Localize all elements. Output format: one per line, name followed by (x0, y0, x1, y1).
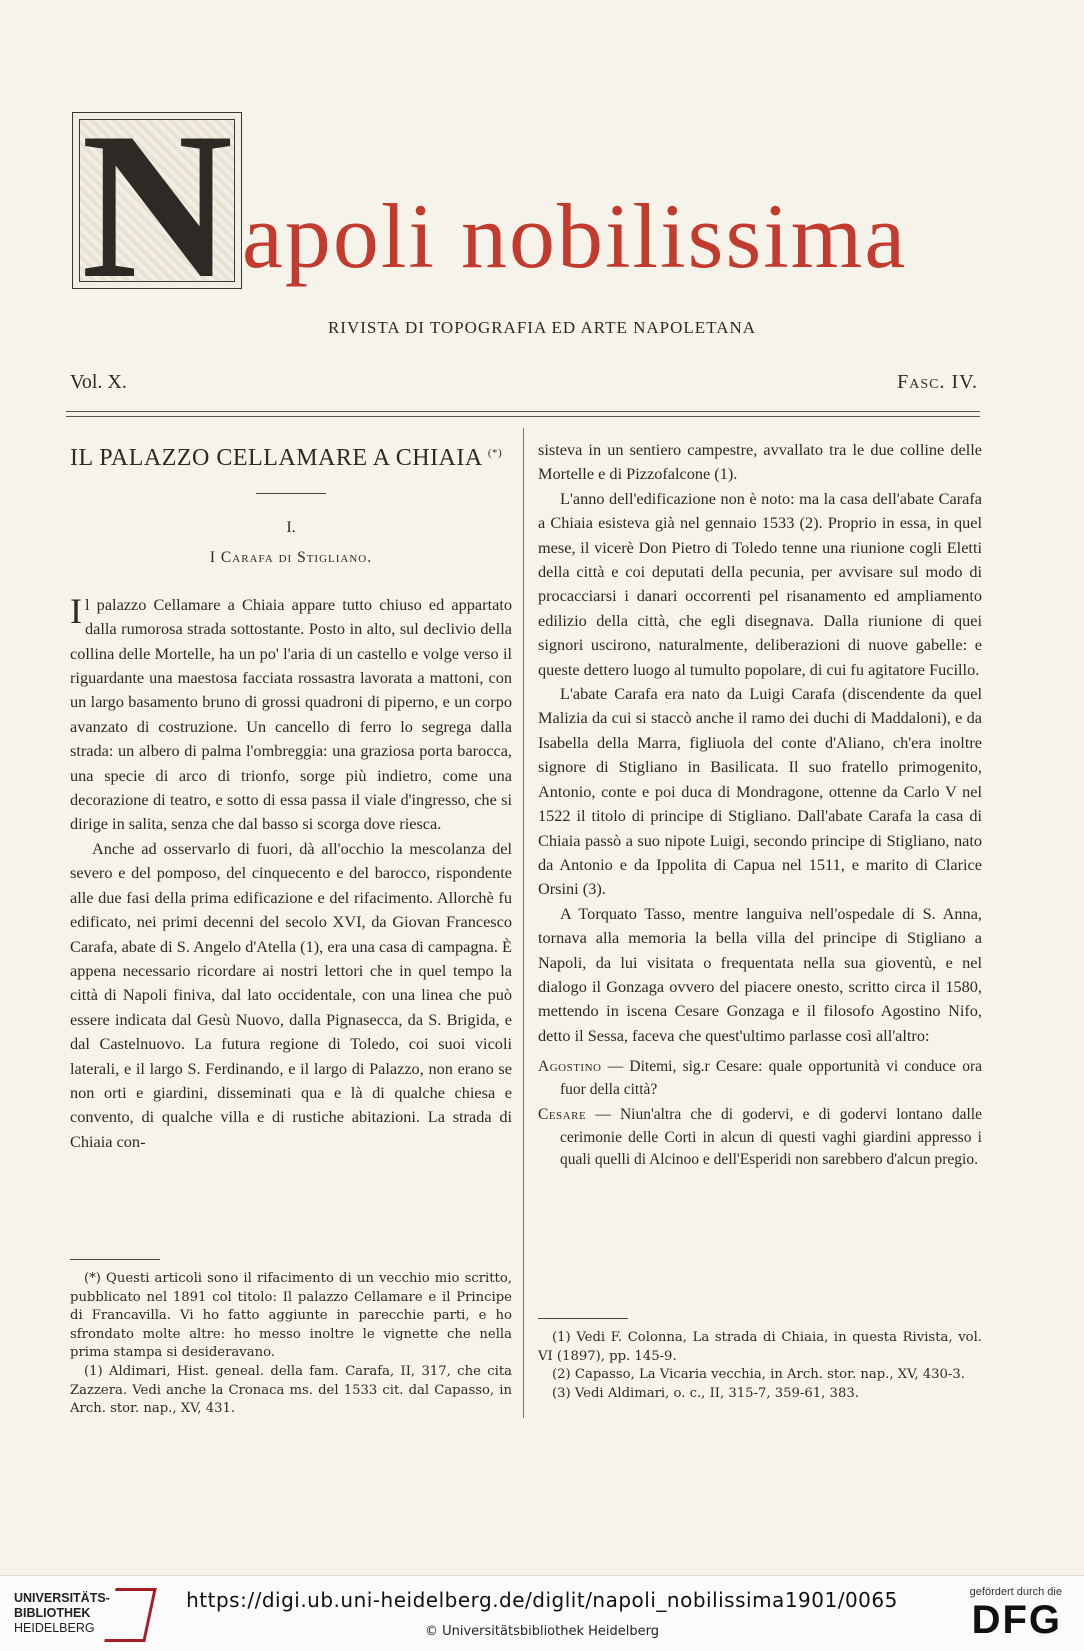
footnote: (3) Vedi Aldimari, o. c., II, 315-7, 359-61, 383. (552, 1385, 859, 1401)
paragraph-text: l palazzo Cellamare a Chiaia appare tutto chiuso ed appartato dalla rumorosa strada sottostante. Posto in alto, sul declivio della collina delle Mortelle, ha un po' l'aria di un castello e volge verso il riguardante una maestosa facciata rossastra lavorata a mattoni, con un largo basamento bruno di grossi quadroni di piperno, e un corpo avanzato di costruzione. Un cancello di ferro lo segrega dalla strada: un albero di palma l'ombreggia: una graziosa porta barocca, una specie di arco di trionfo, sorge più indietro, come una decorazione di teatro, e sotto di essa passa il viale d'ingresso, che si dirige in salita, senza che dal basso si scorga dove riesca. (70, 594, 512, 834)
library-name-line: UNIVERSITÄTS- (14, 1591, 110, 1605)
footnote-rule (538, 1318, 628, 1319)
footnotes-right (538, 1318, 982, 1403)
paragraph: L'abate Carafa era nato da Luigi Carafa (discendente da quel Malizia da cui si staccò anche il ramo dei duchi di Maddaloni), e da Isabella della Marra, figliuola del conte d'Aliano, ch'era inoltre signore di Stigliano in Basilicata. Il suo fratello primogenito, Antonio, conte e poi duca di Mondragone, ottenne da Carlo V nel 1522 il titolo di principe di Stigliano. Dall'abate Carafa la casa di Chiaia passò a suo nipote Luigi, secondo principe di Stigliano, nato da Antonio e da Ippolita di Capua nel 1511, e marito di Clarice Orsini (3). (538, 684, 982, 899)
paragraph: Anche ad osservarlo di fuori, dà all'occhio la mescolanza del severo e del pomposo, del cinquecento e del barocco, rispondente alle due fasi della prima edificazione e del rifacimento. Allorchè fu edificato, nei primi decenni del secolo XVI, da Giovan Francesco Carafa, abate di S. Angelo d'Atella (1), era una casa di campagna. È appena necessario ricordare ai nostri lettori che in quel tempo la città di Napoli finiva, dal lato occidentale, con una linea che può essere indicata dal Gesù Nuovo, dalla Pignasecca, da S. Brigida, e dal Castelnuovo. La futura regione di Toledo, coi suoi vicoli laterali, e il largo S. Ferdinando, e il largo di Palazzo, non erano se non orti e giardini, disseminati qua e là di qualche chiesa e convento, di qualche villa e di rustiche abitazioni. La strada di Chiaia con- (70, 838, 512, 1151)
footnote: (1) Vedi F. Colonna, La strada di Chiaia, in questa Rivista, vol. VI (1897), pp. 145-9. (538, 1330, 982, 1364)
column-divider (523, 428, 524, 1418)
header-rule (66, 416, 980, 417)
drop-cap: I (70, 590, 82, 631)
article-title-text: IL PALAZZO CELLAMARE A CHIAIA (70, 445, 482, 471)
paragraph: sisteva in un sentiero campestre, avvallato tra le due colline delle Mortelle e di Pizzofalcone (1). (538, 440, 982, 484)
footnote: (2) Capasso, La Vicaria vecchia, in Arch. stor. nap., XV, 430-3. (552, 1367, 965, 1383)
dialog-quote (538, 1056, 982, 1172)
left-column (70, 438, 512, 1154)
journal-title: apoli nobilissima (242, 185, 908, 287)
section-number: I. (286, 519, 296, 536)
speaker: Cesare (538, 1106, 587, 1124)
footer-bar (0, 1575, 1084, 1651)
right-column (538, 438, 982, 1175)
header-rule (66, 411, 980, 412)
title-rule (256, 493, 326, 494)
dialog-text: — Niun'altra che di godervi, e di godervi lontano dalle cerimonie delle Corti in alcun di questi vaghi giardini appresso i quali quelli di Alcinoo e dell'Esperidi non sarebbero d'alcun pregio. (560, 1106, 982, 1169)
speaker: Agostino (538, 1058, 602, 1076)
article-title (70, 438, 512, 473)
dialog-line (538, 1104, 982, 1172)
library-name-line: HEIDELBERG (14, 1621, 95, 1635)
library-name-line: BIBLIOTHEK (14, 1606, 91, 1620)
footnotes-left (70, 1259, 512, 1419)
funding-label: gefördert durch die (969, 1586, 1062, 1598)
volume-label: Vol. X. (70, 371, 127, 393)
initial-letter: N (81, 112, 233, 289)
title-footnote-mark: (*) (487, 447, 503, 459)
footnote-rule (70, 1259, 160, 1260)
section-title: I Carafa di Stigliano. (209, 549, 373, 567)
journal-subtitle: RIVISTA DI TOPOGRAFIA ED ARTE NAPOLETANA (327, 318, 757, 337)
dialog-text: — Ditemi, sig.r Cesare: quale opportunità vi conduce ora fuor della città? (560, 1058, 982, 1098)
footnote: (1) Aldimari, Hist. geneal. della fam. Carafa, II, 317, che cita Zazzera. Vedi anche la Cronaca ms. del 1533 cit. dal Capasso, in Arch. stor. nap., XV, 431. (70, 1363, 512, 1417)
ornamental-initial (72, 112, 242, 289)
paragraph (70, 590, 512, 837)
paragraph: A Torquato Tasso, mentre languiva nell'ospedale di S. Anna, tornava alla memoria la bella villa del principe di Stigliano a Napoli, da lui visitata o frequentata nella sua gioventù, e nel dialogo il Gonzaga ovvero del piacere onesto, scritto circa il 1580, mettendo in iscena Cesare Gonzaga e il filosofo Agostino Nifo, detto il Sessa, faceva che quest'ultimo parlasse così all'altro: (538, 903, 982, 1045)
permalink-url[interactable]: https://digi.ub.uni-heidelberg.de/diglit/napoli_nobilissima1901/0065 (186, 1588, 898, 1612)
dialog-line (538, 1056, 982, 1101)
fascicle-label: Fasc. IV. (897, 371, 978, 393)
dfg-logo[interactable]: DFG (971, 1598, 1062, 1642)
footnote: (*) Questi articoli sono il rifacimento di un vecchio mio scritto, pubblicato nel 1891 col titolo: Il palazzo Cellamare e il Principe di Francavilla. Vi ho fatto aggiunte in parecchie parti, e ho sfrondato molte altre: ho messo inoltre le vignette che nella prima stampa si desideravano. (70, 1271, 512, 1361)
paragraph: L'anno dell'edificazione non è noto: ma la casa dell'abate Carafa a Chiaia esisteva già nel gennaio 1533 (2). Proprio in essa, in quel mese, il vicerè Don Pietro di Toledo tenne una riunione cogli Eletti della città e coi deputati della pecunia, per avvisare sul modo di procacciarsi i danari occorrenti pel risanamento ed ampliamento edilizio della città, che egli disegnava. Dalla riunione di quei signori uscirono, naturalmente, deliberazioni di nuove gabelle: e queste dettero luogo al tumulto popolare, di cui fu agitatore Fucillo. (538, 488, 982, 679)
copyright-notice: © Universitätsbibliothek Heidelberg (424, 1624, 659, 1639)
